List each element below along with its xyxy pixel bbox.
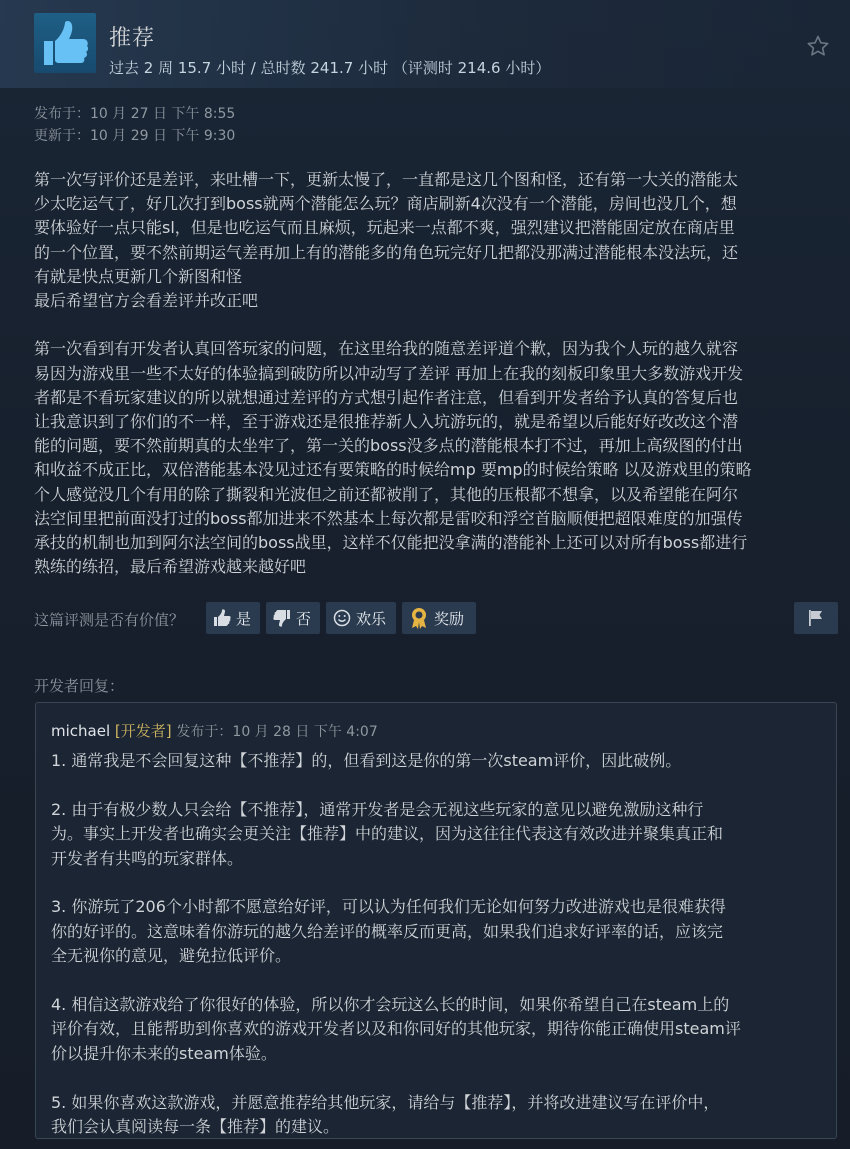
vote-no-label: 否 xyxy=(296,609,312,628)
developer-response-text: 1. 通常我是不会回复这种【不推荐】的，但看到这是你的第一次steam评价，因此破例。 2. 由于有极少数人只会给【不推荐】，通常开发者是会无视这些玩家的意见以避免激励这种行 为。事实上开发者也确实会更关注【推荐】中的建议，因为这往往代表这有效改进并聚集真正和 开发者有共鸣的玩家群体。 3. 你游玩了206个小时都不愿意给好评，可以认为任何我们无论如何努力改进游戏也是很难获得 你的好评的。这意味着你游玩的越久给差评的概率反而更高，如果我们追求好评率的话，应该完 全无视你的意见，避免拉低评价。 4. 相信这款游戏给了你很好的体验，所以你才会玩这么长的时间，如果你希望自己在steam上的 评价有效，且能帮助到你喜欢的游戏开发者以及和你同好的其他玩家，期待你能正确使用steam评 价以提升你未来的steam体验。 5. 如果你喜欢这款游戏，并愿意推荐给其他玩家，请给与【推荐】，并将改进建议写在评价中， 我们会认真阅读每一条【推荐】的建议。 xyxy=(51,751,741,1137)
thumbs-up-icon xyxy=(40,19,90,67)
developer-name[interactable]: michael xyxy=(51,722,111,740)
star-icon[interactable] xyxy=(806,34,830,58)
award-medal-icon xyxy=(408,606,430,630)
helpful-vote-bar xyxy=(34,602,838,634)
report-button[interactable] xyxy=(794,602,838,634)
playtime-summary: 过去 2 周 15.7 小时 / 总时数 241.7 小时 （评测时 214.6 小时） xyxy=(109,59,551,77)
developer-response-header xyxy=(51,720,378,741)
thumbs-up-icon xyxy=(212,608,232,628)
developer-response-box xyxy=(35,702,837,1139)
updated-date: 更新于：10 月 29 日 下午 9:30 xyxy=(34,128,236,144)
smiley-icon xyxy=(332,608,352,628)
developer-response-date: 发布于：10 月 28 日 下午 4:07 xyxy=(176,724,378,740)
review-verdict: 推荐 xyxy=(109,26,156,51)
award-button[interactable] xyxy=(402,602,476,634)
vote-funny-button[interactable] xyxy=(326,602,396,634)
vote-funny-label: 欢乐 xyxy=(356,609,387,628)
review-dates xyxy=(34,103,235,147)
vote-no-button[interactable] xyxy=(266,602,320,634)
verdict-thumb-box xyxy=(34,13,96,73)
review-header xyxy=(0,0,850,88)
flag-icon xyxy=(807,609,825,627)
helpful-question: 这篇评测是否有价值？ xyxy=(34,611,185,629)
award-label: 奖励 xyxy=(434,609,465,628)
developer-response-title: 开发者回复： xyxy=(34,677,125,695)
vote-yes-label: 是 xyxy=(236,609,252,628)
vote-yes-button[interactable] xyxy=(206,602,260,634)
thumbs-down-icon xyxy=(272,608,292,628)
posted-date: 发布于：10 月 27 日 下午 8:55 xyxy=(34,106,236,122)
developer-role-tag: [开发者] xyxy=(114,722,172,740)
review-text: 第一次写评价还是差评，来吐槽一下，更新太慢了，一直都是这几个图和怪，还有第一大关的潜能太 少太吃运气了，好几次打到boss就两个潜能怎么玩？商店刷新4次没有一个潜能，房间也没几个，想 要体验好一点只能sl，但是也吃运气而且麻烦，玩起来一点都不爽，强烈建议把潜能固定放在商店里 的一个位置，要不然前期运气差再加上有的潜能多的角色玩完好几把都没那满过潜能根本没法玩，还 有就是快点更新几个新图和怪 最后希望官方会看差评并改正吧 第一次看到有开发者认真回答玩家的问题，在这里给我的随意差评道个歉，因为我个人玩的越久就容 易因为游戏里一些不太好的体验搞到破防所以冲动写了差评 再加上在我的刻板印象里大多数游戏开发 者都是不看玩家建议的所以就想通过差评的方式想引起作者注意，但看到开发者给予认真的答复后也 让我意识到了你们的不一样，至于游戏还是很推荐新人入坑游玩的，就是希望以后能好好改改这个潜 能的问题，要不然前期真的太坐牢了，第一关的boss没多点的潜能根本打不过，再加上高级图的付出 和收益不成正比，双倍潜能基本没见过还有要策略的时候给mp 要mp的时候给策略 以及游戏里的策略 个人感觉没几个有用的除了撕裂和光波但之前还都被削了，其他的压根都不想拿，以及希望能在阿尔 法空间里把前面没打过的boss都加进来不然基本上每次都是雷咬和浮空首脑顺便把超限难度的加强传 承技的机制也加到阿尔法空间的boss战里，这样不仅能把没拿满的潜能补上还可以对所有boss都进行 熟练的练招，最后希望游戏越来越好吧 xyxy=(34,170,752,577)
